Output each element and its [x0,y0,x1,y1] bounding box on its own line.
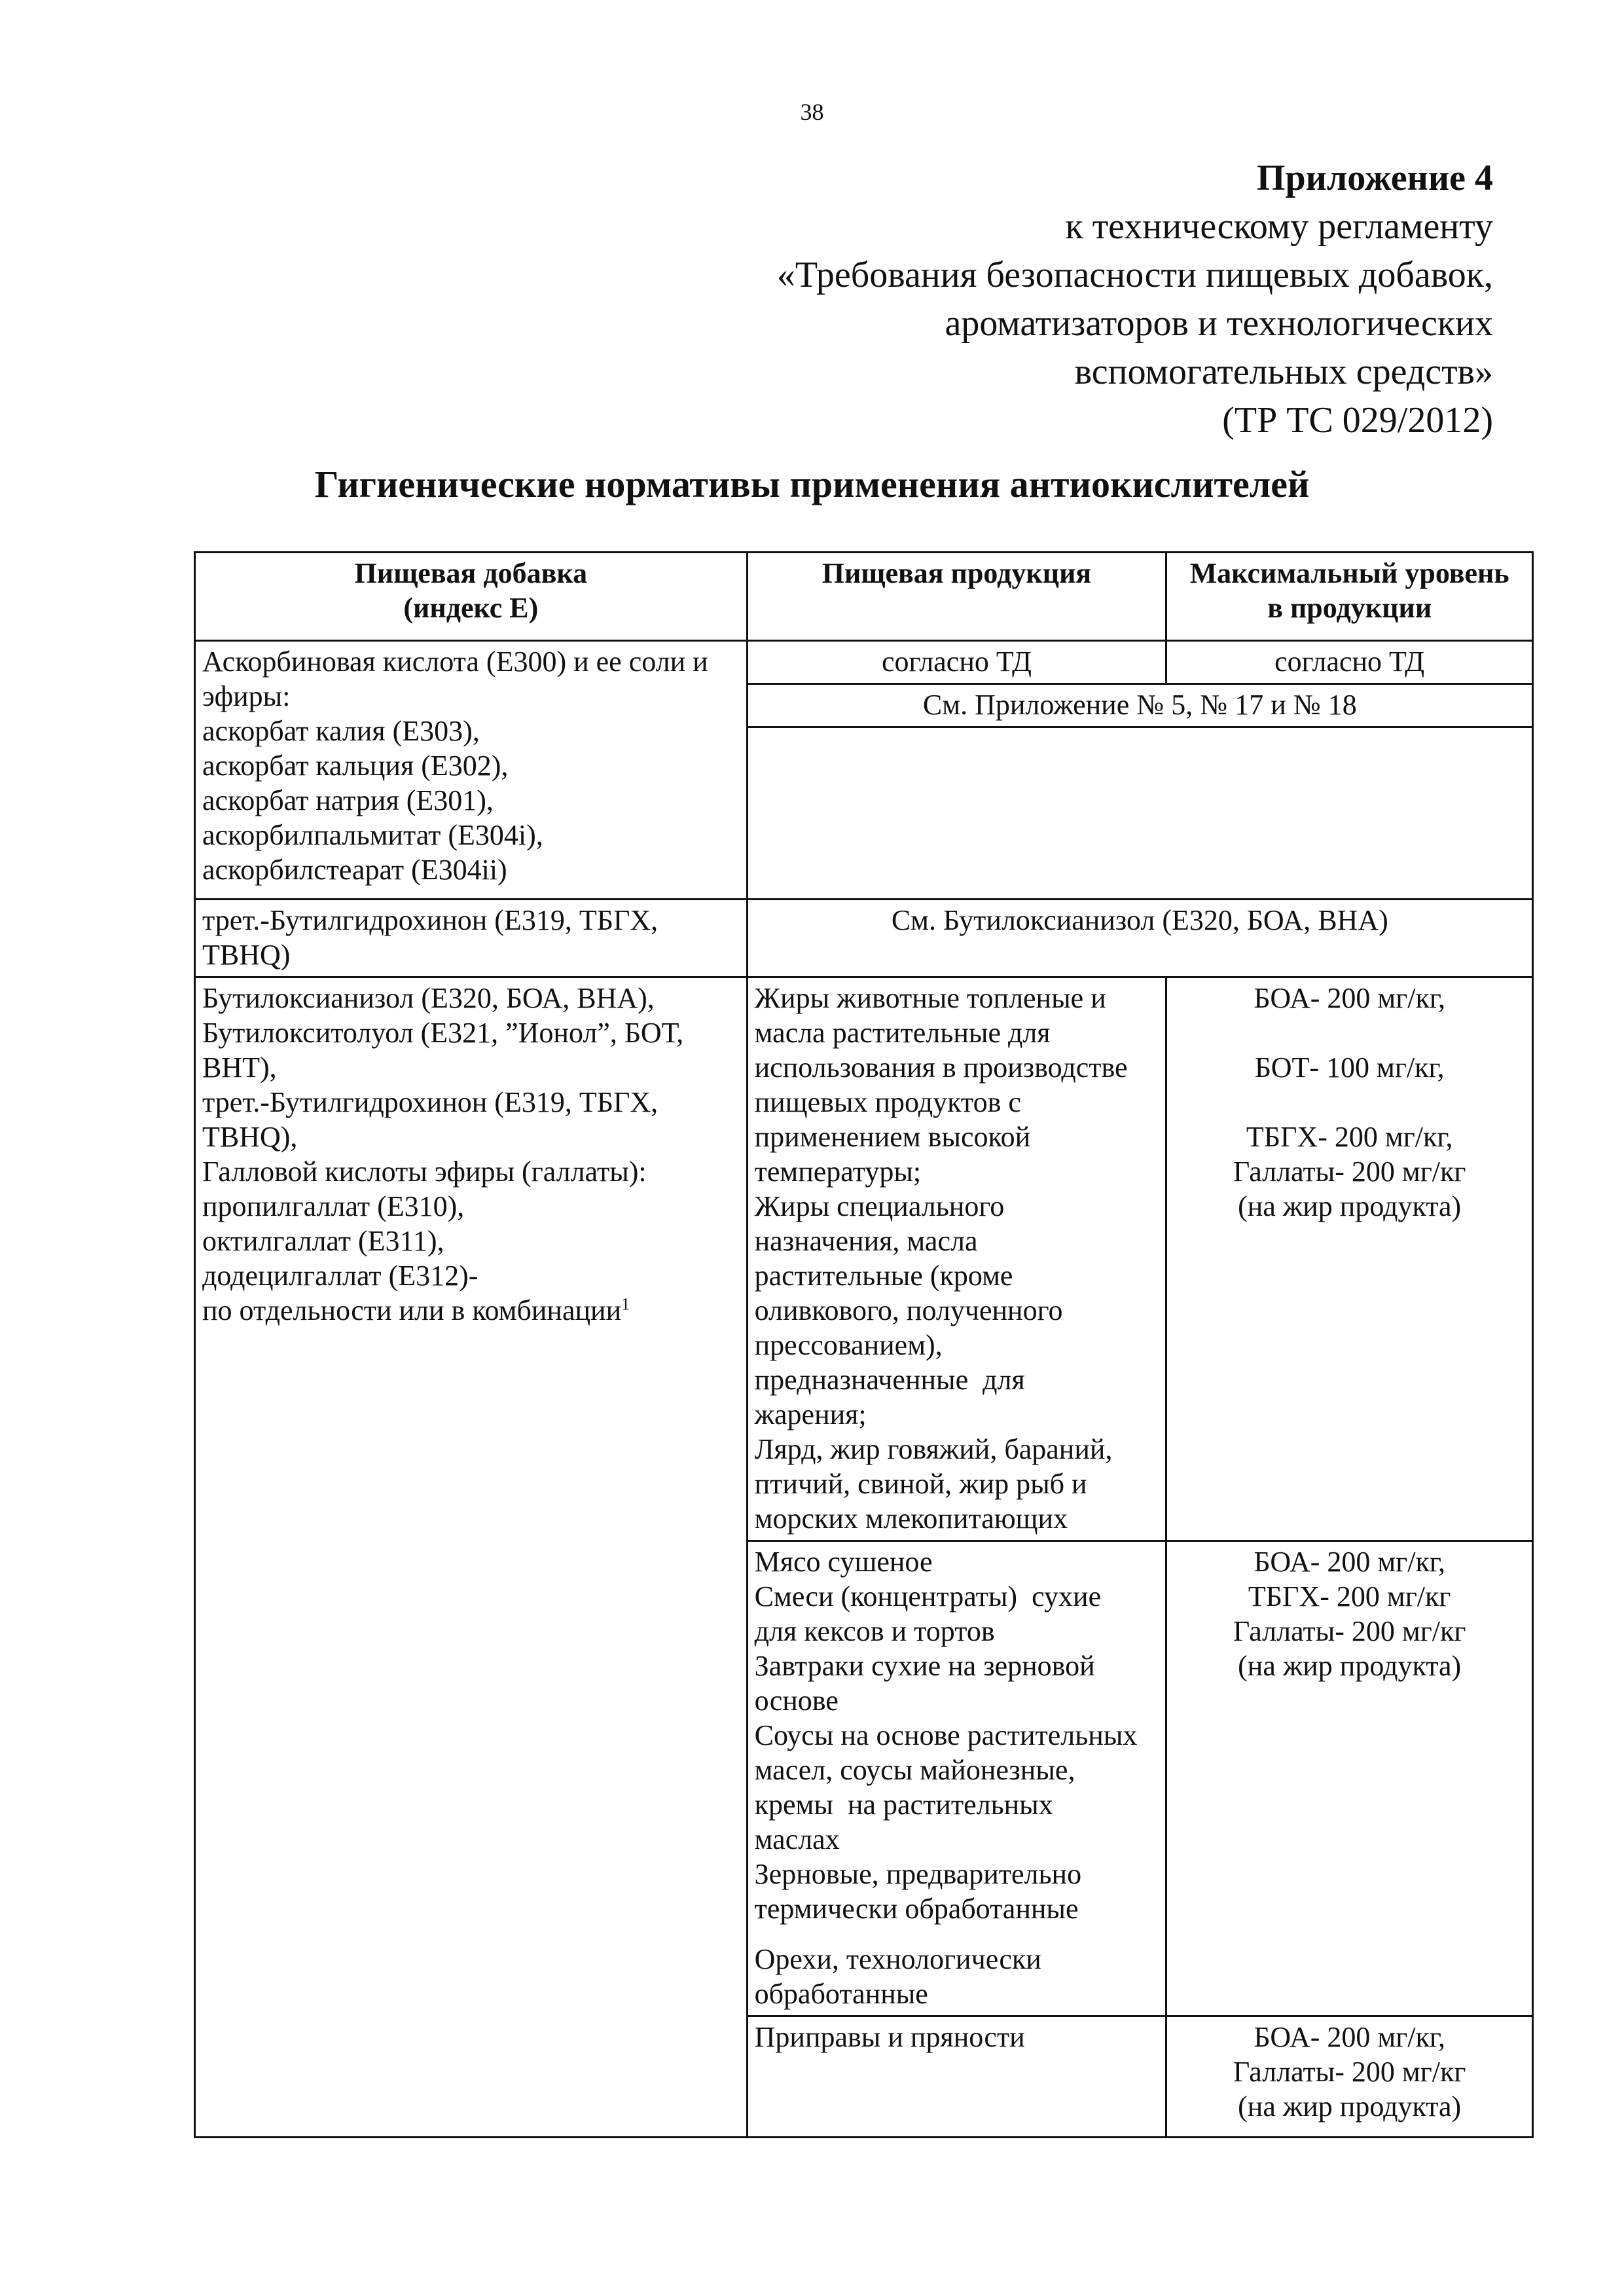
additive-line: ВНТ), [202,1051,277,1084]
additive-line: TBHQ) [202,939,291,971]
table-header-row [195,553,1533,641]
antioxidants-table [194,551,1534,2138]
product-line: использования в производстве [754,1051,1128,1084]
appendix-title: Приложение 4 [1256,158,1493,198]
product-line: для кексов и тортов [754,1615,995,1647]
additive-line: Бутилоксианизол (Е320, БОА, ВНА), [202,982,655,1014]
document-heading: Гигиенические нормативы применения антиокислителей [314,463,1310,505]
header-additive-line: (индекс Е) [403,592,539,624]
product-line: пищевых продуктов с [754,1086,1021,1118]
level-line: ТБГХ- 200 мг/кг [1248,1580,1451,1613]
product-line: обработанные [754,1978,928,2010]
header-level [1166,553,1533,641]
reference-cell: См. Бутилоксианизол (Е320, БОА, ВНА) [747,900,1532,977]
header-additive [195,553,748,641]
level-cell [1166,1541,1533,2016]
level-line: (на жир продукта) [1238,1650,1462,1682]
product-cell [747,1541,1166,2016]
product-line: температуры; [754,1156,922,1188]
product-line: Приправы и пряности [754,2021,1025,2053]
level-line: Галлаты- 200 мг/кг [1233,1156,1466,1188]
level-cell: согласно ТД [1166,641,1533,684]
product-line: применением высокой [754,1121,1031,1153]
product-line: Мясо сушеное [754,1546,933,1578]
additive-line: трет.-Бутилгидрохинон (Е319, ТБГХ, [202,1086,659,1118]
product-cell: согласно ТД [747,641,1166,684]
paragraph-gap [755,1926,1159,1942]
level-line: (на жир продукта) [1238,1190,1462,1222]
additive-line: аскорбат калия (Е303), [202,715,480,747]
additive-line: додецилгаллат (Е312)- [202,1260,478,1292]
additive-line: по отдельности или в комбинации [202,1294,622,1326]
product-line: морских млекопитающих [754,1503,1068,1535]
additive-line: аскорбат кальция (Е302), [202,750,509,782]
product-line: кремы на растительных [754,1789,1053,1821]
appendix-line: (ТР ТС 029/2012) [1222,400,1493,441]
additive-line: октилгаллат (Е311), [202,1225,444,1257]
additive-cell [195,977,748,2138]
product-line: термически обработанные [754,1893,1079,1925]
level-line: ТБГХ- 200 мг/кг, [1246,1121,1453,1153]
product-line: оливкового, полученного [754,1294,1063,1326]
product-line: масел, соусы майонезные, [754,1754,1075,1786]
level-line: Галлаты- 200 мг/кг [1233,1615,1466,1647]
header-level-line: Максимальный уровень [1189,557,1509,589]
product-line: жарения; [754,1398,867,1430]
level-line: Галлаты- 200 мг/кг [1233,2056,1466,2088]
product-cell [747,2016,1166,2138]
empty-cell [747,727,1532,900]
additive-line-with-footnote [202,1293,740,1328]
additive-cell [195,641,748,900]
appendix-line: к техническому регламенту [1065,206,1493,247]
level-cell [1166,977,1533,1541]
page-number: 38 [800,99,824,125]
additive-line: пропилгаллат (Е310), [202,1190,465,1222]
level-cell [1166,2016,1533,2138]
product-line: Жиры животные топленые и [754,982,1106,1014]
header-additive-line: Пищевая добавка [354,557,588,589]
reference-cell: См. Приложение № 5, № 17 и № 18 [747,684,1532,727]
header-level-line: в продукции [1267,592,1432,624]
level-line: БОА- 200 мг/кг, [1254,1546,1445,1578]
additive-line: аскорбат натрия (Е301), [202,784,494,816]
level-line [1174,1085,1525,1120]
level-line: БОТ- 100 мг/кг, [1254,1051,1445,1084]
product-line: Лярд, жир говяжий, бараний, [754,1433,1113,1465]
table-row [195,900,1533,977]
additive-line: трет.-Бутилгидрохинон (Е319, ТБГХ, [202,904,659,936]
product-line: Соусы на основе растительных [754,1719,1138,1751]
appendix-line: ароматизаторов и технологических [945,303,1493,344]
product-line: основе [754,1685,839,1717]
additive-line: Бутилокситолуол (Е321, ”Ионол”, БОТ, [202,1017,684,1049]
product-line: прессованием), [754,1329,943,1361]
additive-line: эфиры: [202,680,291,712]
additive-cell [195,900,748,977]
header-product: Пищевая продукция [747,553,1166,641]
appendix-block [511,154,1493,445]
product-line: маслах [754,1823,840,1855]
appendix-line: «Требования безопасности пищевых добавок, [776,255,1493,295]
additive-line: TBHQ), [202,1121,298,1153]
product-line: предназначенные для [754,1364,1025,1396]
additive-line: Галловой кислоты эфиры (галлаты): [202,1156,647,1188]
additive-line: Аскорбиновая кислота (Е300) и ее соли и [202,646,708,678]
product-line: Завтраки сухие на зерновой [754,1650,1095,1682]
product-cell [747,977,1166,1541]
level-line: БОА- 200 мг/кг, [1254,2021,1445,2053]
additive-line: аскорбилстеарат (Е304ii) [202,854,507,886]
table-row [195,641,1533,684]
product-line: Смеси (концентраты) сухие [754,1580,1102,1613]
product-line: Зерновые, предварительно [754,1858,1082,1890]
level-line [1174,1015,1525,1050]
level-line: (на жир продукта) [1238,2090,1462,2123]
additive-line: аскорбилпальмитат (Е304i), [202,819,543,851]
product-line: растительные (кроме [754,1260,1013,1292]
product-line: птичий, свиной, жир рыб и [754,1468,1087,1500]
footnote-mark: 1 [621,1294,630,1314]
product-line: масла растительные для [754,1017,1051,1049]
product-line: назначения, масла [754,1225,978,1257]
table-row [195,977,1533,1541]
appendix-line: вспомогательных средств» [1074,352,1493,392]
product-line: Орехи, технологически [754,1943,1041,1975]
product-line: Жиры специального [754,1190,1005,1222]
level-line: БОА- 200 мг/кг, [1254,982,1445,1014]
